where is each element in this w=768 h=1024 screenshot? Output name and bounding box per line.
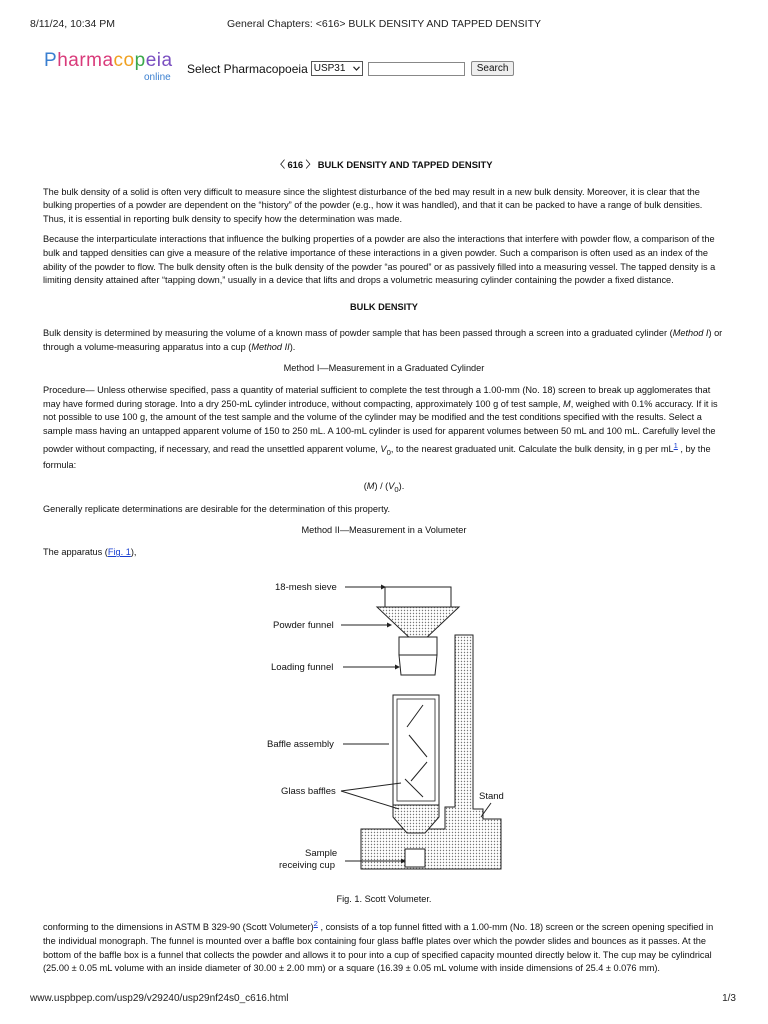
pharmacopoeia-select[interactable] (311, 61, 363, 76)
svg-text:Baffle assembly: Baffle assembly (267, 738, 334, 750)
print-page-title: General Chapters: <616> BULK DENSITY AND TAPPED DENSITY (227, 18, 541, 30)
select-label: Select Pharmacopoeia (187, 61, 308, 76)
search-button[interactable]: Search (471, 61, 515, 76)
print-datetime: 8/11/24, 10:34 PM (30, 18, 116, 30)
print-page-number: 1/3 (722, 993, 736, 1004)
figure-caption: Fig. 1. Scott Volumeter. (336, 893, 432, 904)
section-heading-bulk-density: BULK DENSITY (350, 301, 418, 312)
chapter-content (43, 158, 725, 983)
svg-text:Glass baffles: Glass baffles (281, 785, 336, 797)
svg-text:receiving cup: receiving cup (279, 859, 335, 871)
footnote-1-link[interactable]: 1 (673, 440, 678, 450)
bulk-density-formula: $(M) / (V_0)$. (363, 480, 405, 494)
chapter-title: 〈 616 〉 BULK DENSITY AND TAPPED DENSITY (275, 159, 493, 170)
svg-text:Stand: Stand (479, 790, 504, 802)
select-value: USP31 (313, 63, 346, 74)
search-input[interactable] (368, 62, 465, 76)
replicate-note: Generally replicate determinations are desirable for the determination of this property. (43, 504, 391, 514)
loading-funnel (399, 637, 437, 655)
chevron-down-icon (353, 66, 360, 71)
svg-text:Powder funnel: Powder funnel (273, 619, 334, 631)
svg-text:Loading funnel: Loading funnel (271, 661, 334, 673)
procedure-paragraph: Procedure— Unless otherwise specified, pass a quantity of material sufficient to complete the test through a 1.00-mm (No. 18) screen to break up agglomerates that may have formed during storage. Into a dry 250-mL cylinder introduce, without compacting, approximately 100 g of test sample, M, weighed with 0.1% accuracy. If it is not possible to use 100 g, the amount of the test sample and the volume of the cylinder may be modified and the test conditions specified with the results. Select a sample mass having an untapped apparent volume of 150 to 250 mL. A 100-mL cylinder is used for apparent volumes between 50 mL and 100 mL. Carefully level the powder without compacting, if necessary, and read the unsettled apparent volume, $V_0$, to the nearest graduated unit. Calculate the bulk density, in g per $mL^1$ , by the formula: (43, 385, 718, 470)
scott-volumeter-figure (43, 567, 725, 887)
svg-text:Sample: Sample (305, 847, 338, 859)
pharmacopeia-logo[interactable] (44, 50, 173, 83)
sieve-box (385, 587, 451, 607)
footnote-2-link[interactable]: 2 (313, 919, 318, 929)
intro-paragraph-2: Because the interparticulate interactions that influence the bulking properties of a powder are also the interactions that interfere with powder flow, a comparison of the bulk and tapped densities can give a measure of the relative importance of these interactions in a given powder. Such a comparison is often used as an index of the ability of the powder to flow. The bulk density often is the bulk density of the powder “as poured” or as passively filled into a measuring vessel. The tapped density is a limiting density attained after “tapping down,” usually in a device that lifts and drops a volumetric measuring cylinder containing the powder a fixed distance. (43, 234, 716, 286)
volumeter-description: conforming to the dimensions in ASTM B 329-90 (Scott Volumeter)$^2$ , consists of a top funnel fitted with a 1.00-mm (No. 18) screen or the screen opening specified in the individual monograph. The funnel is mounted over a baffle box containing four glass baffle plates over which the powder slides and bounces as it passes. At the bottom of the baffle box is a funnel that collects the powder and allows it to pour into a cup of specified capacity mounted directly below it. The cup may be cylindrical (25.00 ± 0.05 mL volume with an inside diameter of 30.00 ± 2.00 mm) or a square (16.39 ± 0.05 mL volume with inside dimensions of 25.4 ± 0.076 mm). (43, 919, 714, 974)
figure-1-link[interactable]: Fig. 1 (107, 547, 131, 558)
print-url: www.uspbpep.com/usp29/v29240/usp29nf24s0_c616.html (30, 993, 289, 1004)
baffle-box (393, 695, 439, 805)
scott-volumeter-diagram (43, 567, 725, 887)
bulk-density-paragraph: Bulk density is determined by measuring the volume of a known mass of powder sample that has been passed through a screen into a graduated cylinder (Method I) or through a volume-measuring apparatus into a cup (Method II). (43, 328, 723, 352)
pharmacopoeia-select-bar (187, 61, 514, 76)
intro-paragraph-1: The bulk density of a solid is often very difficult to measure since the slightest disturbance of the bed may result in a new bulk density. Moreover, it is clear that the bulking properties of a powder are dependent on the “history” of the powder (e.g., how it was handled), and that it can be packed to have a range of bulk densities. Thus, it is essential in reporting bulk density to specify how the determination was made. (43, 186, 703, 224)
svg-text:18-mesh sieve: 18-mesh sieve (275, 581, 337, 593)
logo-wordmark: Pharmacopeia (44, 50, 173, 71)
method-2-title: Method II—Measurement in a Volumeter (301, 524, 467, 535)
logo-subtitle: online (144, 72, 171, 83)
method-1-title: Method I—Measurement in a Graduated Cylinder (283, 362, 485, 373)
apparatus-intro: The apparatus (Fig. 1), (43, 547, 137, 558)
receiving-cup (405, 849, 425, 867)
